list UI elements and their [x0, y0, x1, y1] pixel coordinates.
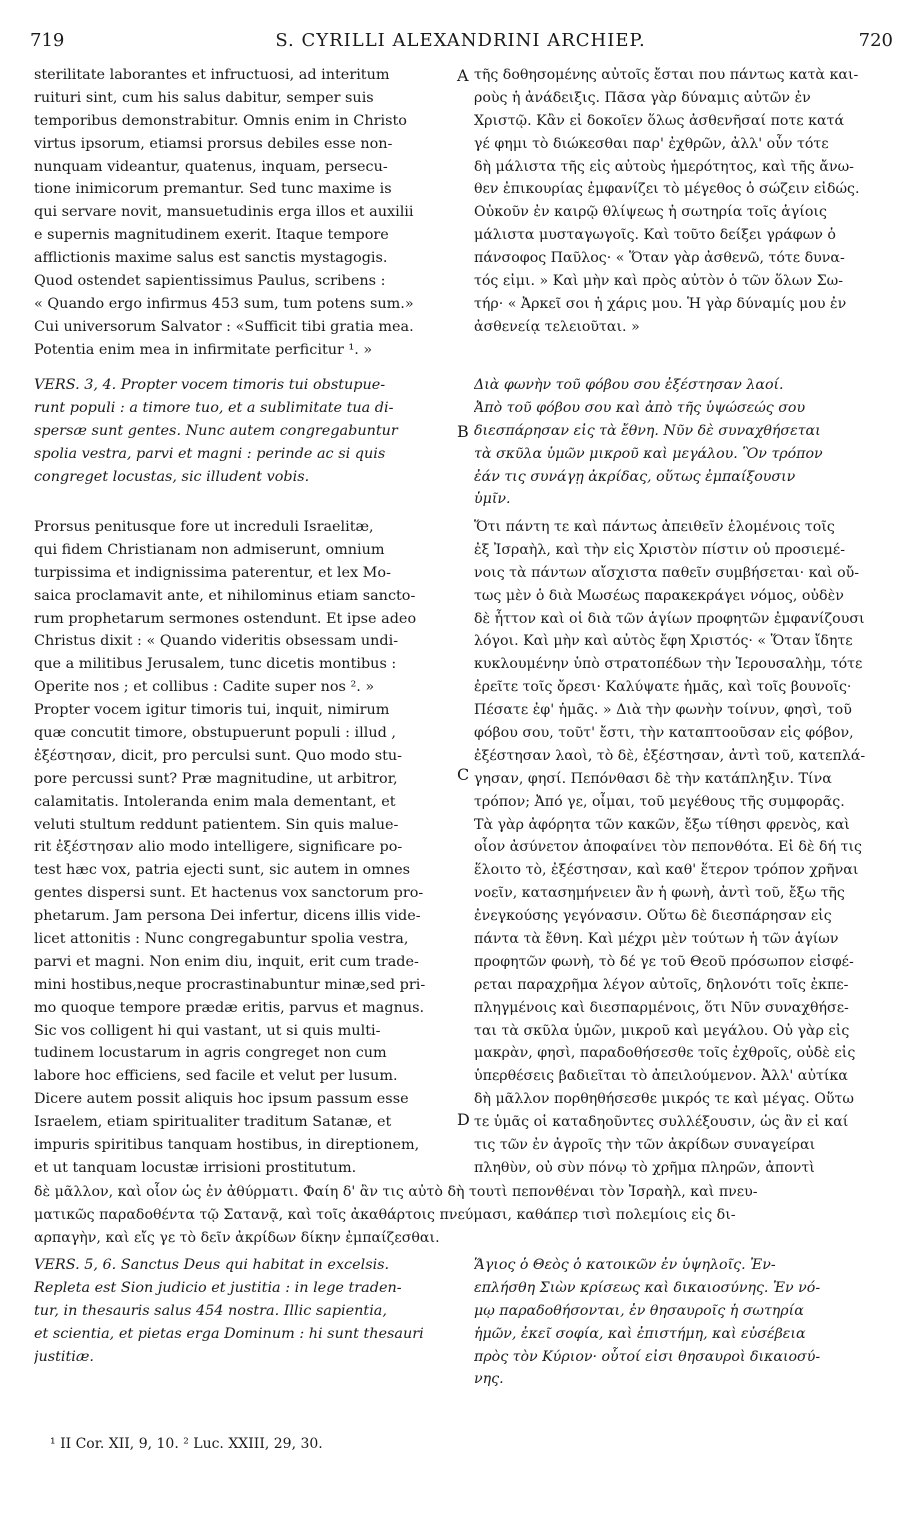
text-line: Sic vos colligent hi qui vastant, ut si quis multi-: [34, 1022, 381, 1039]
margin-letter-a: A: [457, 66, 469, 85]
text-line: gentes dispersi sunt. Et hactenus vox sanctorum pro-: [34, 885, 424, 902]
text-line: πάντα τὰ ἔθνη. Καὶ μέχρι μὲν τούτων ἡ τῶν ἁγίων: [474, 931, 839, 948]
text-line: λόγοι. Καὶ μὴν καὶ αὐτὸς ἔφη Χριστός· « Ὅταν ἴδητε: [474, 633, 853, 650]
text-line: πάνσοφος Παῦλος· « Ὅταν γὰρ ἀσθενῶ, τότε δυνα-: [474, 250, 845, 267]
text-line: ἐξέστησαν, dicit, pro perculsi sunt. Quo modo stu-: [34, 747, 403, 764]
text-line: Τὰ γὰρ ἀφόρητα τῶν κακῶν, ἔξω τίθησι φρενὸς, καὶ: [474, 816, 850, 833]
text-line: calamitatis. Intoleranda enim mala dementant, et: [34, 793, 396, 810]
text-line: ἕλοιτο τὸ, ἐξέστησαν, καὶ καθ' ἕτερον τρόπον χρῆναι: [474, 862, 859, 879]
text-line: Πέσατε ἐφ' ἡμᾶς. » Διὰ τὴν φωνὴν τοίνυν, φησὶ, τοῦ: [474, 702, 852, 719]
text-line: tudinem locustarum in agris congreget non cum: [34, 1045, 387, 1062]
text-line: runt populi : a timore tuo, et a sublimitate tua di-: [34, 399, 394, 416]
text-line: δὴ μᾶλλον πορθηθήσεσθε μικρός τε καὶ μέγας. Οὕτω: [474, 1091, 854, 1108]
text-line: τως μὲν ὁ διὰ Μωσέως παρακεκράγει νόμος, οὐδὲν: [474, 587, 844, 604]
text-line: οἷον ἀσύνετον ἀποφαίνει τὸν πεπονθότα. Εἰ δὲ δή τις: [474, 839, 862, 856]
text-line: spolia vestra, parvi et magni : perinde ac si quis: [34, 445, 386, 462]
running-header: [0, 30, 921, 56]
greek-verse-5-6: [474, 1254, 902, 1391]
text-line: ἐξέστησαν λαοὶ, τὸ δὲ, ἐξέστησαν, ἀντὶ τοῦ, κατεπλά-: [474, 747, 866, 764]
text-line: labore hoc efficiens, sed facile et velut per lusum.: [34, 1068, 398, 1085]
text-line: Ἀπὸ τοῦ φόβου σου καὶ ἀπὸ τῆς ὑψώσεώς σου: [474, 399, 806, 416]
text-line: ἐξ Ἰσραὴλ, καὶ τὴν εἰς Χριστὸν πίστιν οὐ προσιεμέ-: [474, 541, 845, 558]
footnotes: ¹ II Cor. XII, 9, 10. ² Luc. XXIII, 29, 30.: [50, 1436, 323, 1452]
text-line: tione inimicorum premantur. Sed tunc maxime is: [34, 181, 392, 198]
text-line: rit ἐξέστησαν alio modo intelligere, significare po-: [34, 839, 403, 856]
text-line: ἐάν τις συνάγῃ ἀκρίδας, οὕτως ἐμπαίξουσιν: [474, 468, 796, 485]
text-line: δὲ μᾶλλον, καὶ οἷον ὡς ἐν ἀθύρματι. Φαίη δ' ἂν τις αὐτὸ δὴ τουτὶ πεπονθέναι τὸν Ἰσραὴλ, καὶ πνευ-: [34, 1184, 758, 1200]
text-line: γέ φημι τὸ διώκεσθαι παρ' ἐχθρῶν, ἀλλ' οὖν τότε: [474, 135, 829, 152]
text-line: δὲ ἧττον καὶ οἱ διὰ τῶν ἁγίων προφητῶν ἐμφανίζουσι: [474, 610, 865, 627]
text-line: impuris spiritibus tanquam hostibus, in direptionem,: [34, 1137, 420, 1154]
latin-top-text: [34, 64, 462, 362]
text-line: spersæ sunt gentes. Nunc autem congregabuntur: [34, 422, 398, 439]
running-title: S. CYRILLI ALEXANDRINI ARCHIEP.: [275, 30, 646, 51]
latin-verse-5-6: [34, 1254, 462, 1368]
text-line: licet attonitis : Nunc congregabuntur spolia vestra,: [34, 931, 409, 948]
text-line: et scientia, et pietas erga Dominum : hi sunt thesauri: [34, 1325, 424, 1342]
margin-letter-b: B: [457, 422, 469, 441]
text-line: τῆς δοθησομένης αὐτοῖς ἔσται που πάντως κατὰ και-: [474, 67, 859, 83]
text-line: phetarum. Jam persona Dei infertur, dicens illis vide-: [34, 908, 421, 925]
text-line: ὑπερθέσεις βαδιεῖται τὸ ἀπειλούμενον. Ἀλλ' αὐτίκα: [474, 1068, 848, 1085]
text-line: temporibus demonstrabitur. Omnis enim in Christo: [34, 112, 407, 129]
latin-verse-3-4: [34, 374, 462, 488]
text-line: Ἅγιος ὁ Θεὸς ὁ κατοικῶν ἐν ὑψηλοῖς. Ἐν-: [474, 1257, 776, 1273]
text-line: φόβου σου, τοῦτ' ἔστι, τὴν καταπτοοῦσαν εἰς φόβον,: [474, 725, 854, 742]
text-line: qui servare novit, mansuetudinis erga illos et auxilii: [34, 204, 414, 221]
text-line: congreget locustas, sic illudent vobis.: [34, 468, 310, 485]
text-line: θεν ἐπικουρίας ἐμφανίζει τὸ μέγεθος ὁ σώζειν εἰδώς.: [474, 181, 860, 198]
text-line: τός εἰμι. » Καὶ μὴν καὶ πρὸς αὐτὸν ὁ τῶν ὅλων Σω-: [474, 273, 844, 290]
text-line: afflictionis maxime salus est sanctis mystagogis.: [34, 250, 388, 267]
page-number-right: 720: [858, 30, 893, 51]
text-line: Διὰ φωνὴν τοῦ φόβου σου ἐξέστησαν λαοί.: [474, 377, 784, 393]
text-line: Ὅτι πάντη τε καὶ πάντως ἀπειθεῖν ἑλομένοις τοῖς: [474, 519, 835, 535]
text-line: τρόπον; Ἀπό γε, οἶμαι, τοῦ μεγέθους τῆς συμφορᾶς.: [474, 793, 845, 810]
text-line: νοις τὰ πάντων αἴσχιστα παθεῖν συμβήσεται· καὶ οὔ-: [474, 564, 860, 581]
text-line: ματικῶς παραδοθέντα τῷ Σατανᾷ, καὶ τοῖς ἀκαθάρτοις πνεύμασι, καθάπερ τισὶ πολεμίοις εἰς δι-: [34, 1206, 736, 1223]
text-line: γησαν, φησί. Πεπόνθασι δὲ τὴν κατάπληξιν. Τίνα: [474, 770, 832, 787]
page-number-left: 719: [30, 30, 65, 51]
text-line: ροὺς ἡ ἀνάδειξις. Πᾶσα γὰρ δύναμις αὐτῶν ἐν: [474, 89, 811, 106]
text-line: test hæc vox, patria ejecti sunt, sic autem in omnes: [34, 862, 411, 879]
text-line: ρεται παραχρῆμα λέγον αὐτοῖς, δηλονότι τοῖς ἐκπε-: [474, 976, 849, 993]
text-line: ἐρεῖτε τοῖς ὄρεσι· Καλύψατε ἡμᾶς, καὶ τοῖς βουνοῖς·: [474, 679, 852, 696]
text-line: ὑμῖν.: [474, 491, 511, 508]
text-line: virtus ipsorum, etiamsi prorsus debiles esse non-: [34, 135, 393, 152]
text-line: mo quoque tempore prædæ eritis, parvus et magnus.: [34, 999, 425, 1016]
text-line: rum prophetarum sermones ostendunt. Et ipse adeo: [34, 610, 417, 627]
text-line: que a militibus Jerusalem, tunc dicetis montibus :: [34, 656, 397, 673]
text-line: et ut tanquam locustæ irrisioni prostitutum.: [34, 1159, 357, 1176]
text-line: parvi et magni. Non enim diu, inquit, erit cum trade-: [34, 953, 419, 970]
text-line: τὰ σκῦλα ὑμῶν μικροῦ καὶ μεγάλου. Ὃν τρόπον: [474, 445, 823, 462]
text-line: προφητῶν φωνὴ, τὸ δέ γε τοῦ Θεοῦ πρόσωπον εἰσφέ-: [474, 953, 854, 970]
text-line: μάλιστα μυσταγωγοῖς. Καὶ τοῦτο δείξει γράφων ὁ: [474, 227, 836, 244]
text-line: μῳ παραδοθήσονται, ἐν θησαυροῖς ἡ σωτηρία: [474, 1302, 804, 1319]
text-line: αρπαγὴν, καὶ εἴς γε τὸ δεῖν ἀκρίδων δίκην ἐμπαίζεσθαι.: [34, 1229, 440, 1246]
text-line: ἀσθενείᾳ τελειοῦται. »: [474, 318, 640, 335]
text-line: πληθὺν, οὐ σὺν πόνῳ τὸ χρῆμα πληρῶν, ἀποντὶ: [474, 1159, 815, 1176]
text-line: qui fidem Christianam non admiserunt, omnium: [34, 541, 385, 558]
text-line: τις τῶν ἐν ἀγροῖς τὴν τῶν ἀκρίδων συναγείραι: [474, 1137, 816, 1154]
text-line: nunquam videantur, quatenus, inquam, persecu-: [34, 158, 388, 175]
text-line: mini hostibus,neque procrastinabuntur minæ,sed pri-: [34, 976, 426, 993]
text-line: Operite nos ; et collibus : Cadite super nos ². »: [34, 679, 375, 696]
text-line: ruituri sint, cum his salus dabitur, semper suis: [34, 89, 374, 106]
text-line: κυκλουμένην ὑπὸ στρατοπέδων τὴν Ἱερουσαλὴμ, τότε: [474, 656, 863, 673]
text-line: sterilitate laborantes et infructuosi, ad interitum: [34, 67, 390, 83]
latin-commentary: [34, 516, 462, 1180]
text-line: τήρ· « Ἀρκεῖ σοι ἡ χάρις μου. Ἡ γὰρ δύναμίς μου ἐν: [474, 295, 847, 312]
text-line: επλήσθη Σιὼν κρίσεως καὶ δικαιοσύνης. Ἐν νό-: [474, 1279, 821, 1296]
text-line: veluti stultum reddunt patientem. Sin quis malue-: [34, 816, 399, 833]
text-line: διεσπάρησαν εἰς τὰ ἔθνη. Νῦν δὲ συναχθήσεται: [474, 422, 821, 439]
text-line: ται τὰ σκῦλα ὑμῶν, μικροῦ καὶ μεγάλου. Οὐ γὰρ εἰς: [474, 1022, 850, 1039]
greek-top-text: [474, 64, 902, 339]
text-line: Χριστῷ. Κἂν εἰ δοκοῖεν ὅλως ἀσθενῆσαί ποτε κατά: [474, 112, 845, 129]
text-line: Dicere autem possit aliquis hoc ipsum passum esse: [34, 1091, 409, 1108]
text-line: VERS. 5, 6. Sanctus Deus qui habitat in excelsis.: [34, 1257, 390, 1273]
text-line: δὴ μάλιστα τῆς εἰς αὐτοὺς ἡμερότητος, καὶ τῆς ἄνω-: [474, 158, 854, 175]
text-line: Οὐκοῦν ἐν καιρῷ θλίψεως ἡ σωτηρία τοῖς ἁγίοις: [474, 204, 827, 221]
text-line: ἡμῶν, ἐκεῖ σοφία, καὶ ἐπιστήμη, καὶ εὐσέβεια: [474, 1325, 806, 1342]
text-line: quæ concutit timore, obstupuerunt populi : illud ,: [34, 725, 396, 742]
margin-letter-d: D: [457, 1110, 470, 1129]
text-line: νοεῖν, κατασημήνειεν ἂν ἡ φωνὴ, ἀντὶ τοῦ, ἔξω τῆς: [474, 885, 845, 902]
greek-full-width-text: [34, 1181, 902, 1250]
text-line: Potentia enim mea in infirmitate perficitur ¹. »: [34, 341, 373, 358]
text-line: Christus dixit : « Quando videritis obsessam undi-: [34, 633, 399, 650]
margin-letter-c: C: [457, 765, 470, 784]
text-line: Prorsus penitusque fore ut increduli Israelitæ,: [34, 519, 374, 535]
text-line: Israelem, etiam spiritualiter traditum Satanæ, et: [34, 1114, 392, 1131]
text-line: justitiæ.: [34, 1348, 94, 1365]
text-line: Cui universorum Salvator : «Sufficit tibi gratia mea.: [34, 318, 414, 335]
text-line: Quod ostendet sapientissimus Paulus, scribens :: [34, 273, 386, 290]
text-line: pore percussi sunt? Præ magnitudine, ut arbitror,: [34, 770, 398, 787]
text-line: e supernis magnitudinem exerit. Itaque tempore: [34, 227, 389, 244]
text-line: VERS. 3, 4. Propter vocem timoris tui obstupue-: [34, 377, 386, 393]
text-line: « Quando ergo infirmus 453 sum, tum potens sum.»: [34, 295, 414, 312]
greek-commentary: [474, 516, 902, 1180]
text-line: Propter vocem igitur timoris tui, inquit, nimirum: [34, 702, 390, 719]
text-line: μακρὰν, φησὶ, παραδοθήσεσθε τοῖς ἐχθροῖς, οὐδὲ εἰς: [474, 1045, 856, 1062]
text-line: ἐνεγκούσης γεγόνασιν. Οὕτω δὲ διεσπάρησαν εἰς: [474, 908, 832, 925]
text-line: πληγμένοις καὶ διεσπαρμένοις, ὅτι Νῦν συναχθήσε-: [474, 999, 849, 1016]
text-line: tur, in thesauris salus 454 nostra. Illic sapientia,: [34, 1302, 387, 1319]
greek-verse-3-4: [474, 374, 902, 511]
text-line: turpissima et indignissima paterentur, et lex Mo-: [34, 564, 391, 581]
text-line: saica proclamavit ante, et nihilominus etiam sancto-: [34, 587, 416, 604]
text-line: Repleta est Sion judicio et justitia : in lege traden-: [34, 1279, 402, 1296]
text-line: νης.: [474, 1371, 504, 1388]
text-line: τε ὑμᾶς οἱ καταδηοῦντες συλλέξουσιν, ὡς ἂν εἰ καί: [474, 1114, 849, 1131]
text-line: πρὸς τὸν Κύριον· οὗτοί εἰσι θησαυροὶ δικαιοσύ-: [474, 1348, 821, 1365]
